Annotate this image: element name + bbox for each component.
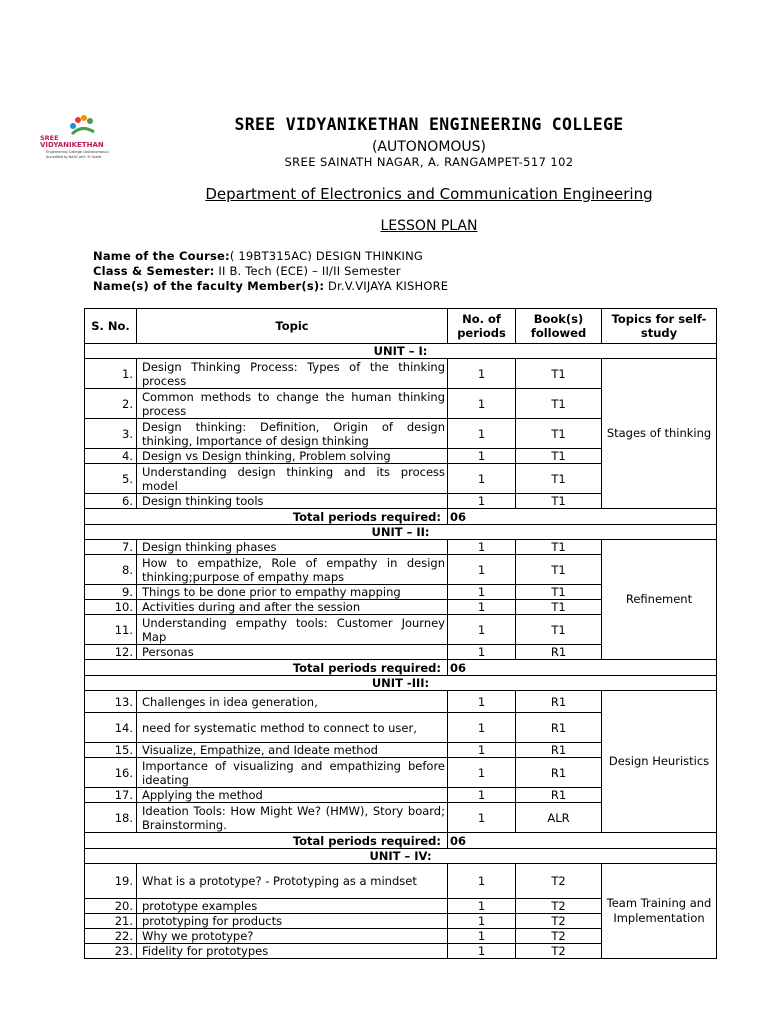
unit-header-row [85, 525, 717, 540]
row-topic: Personas [137, 645, 448, 660]
row-book: T1 [516, 389, 602, 419]
row-book: T1 [516, 540, 602, 555]
faculty-label: Name(s) of the faculty Member(s): [93, 279, 325, 293]
total-row [85, 660, 717, 676]
row-number: 13. [85, 691, 137, 713]
unit-title: UNIT – IV: [85, 849, 717, 864]
row-periods: 1 [448, 758, 516, 788]
row-periods: 1 [448, 803, 516, 833]
total-row [85, 509, 717, 525]
row-topic: Why we prototype? [137, 929, 448, 944]
row-number: 1. [85, 359, 137, 389]
row-periods: 1 [448, 899, 516, 914]
row-topic: Design Thinking Process: Types of the thinking process [137, 359, 448, 389]
row-book: T1 [516, 359, 602, 389]
row-periods: 1 [448, 389, 516, 419]
class-label: Class & Semester: [93, 264, 215, 278]
class-line [93, 264, 401, 278]
row-book: R1 [516, 743, 602, 758]
row-book: R1 [516, 713, 602, 743]
row-number: 11. [85, 615, 137, 645]
row-book: T1 [516, 494, 602, 509]
self-study-topic: Design Heuristics [602, 691, 717, 833]
row-topic: Design vs Design thinking, Problem solving [137, 449, 448, 464]
row-number: 3. [85, 419, 137, 449]
row-number: 8. [85, 555, 137, 585]
course-value: ( 19BT315AC) DESIGN THINKING [229, 249, 423, 263]
row-periods: 1 [448, 494, 516, 509]
row-topic: Activities during and after the session [137, 600, 448, 615]
row-periods: 1 [448, 540, 516, 555]
row-topic: prototyping for products [137, 914, 448, 929]
row-periods: 1 [448, 615, 516, 645]
row-topic: What is a prototype? - Prototyping as a mindset [137, 864, 448, 899]
lesson-plan-table [84, 308, 717, 959]
row-periods: 1 [448, 645, 516, 660]
college-address: SREE SAINATH NAGAR, A. RANGAMPET-517 102 [284, 155, 574, 169]
row-periods: 1 [448, 743, 516, 758]
logo-name-line1: SREE [40, 134, 59, 142]
header-books: Book(s) followed [516, 309, 602, 344]
row-book: ALR [516, 803, 602, 833]
row-book: R1 [516, 788, 602, 803]
total-label: Total periods required: [85, 833, 448, 849]
table-row [85, 691, 717, 713]
course-label: Name of the Course: [93, 249, 230, 263]
row-number: 19. [85, 864, 137, 899]
row-periods: 1 [448, 449, 516, 464]
row-periods: 1 [448, 585, 516, 600]
table-row [85, 359, 717, 389]
row-number: 16. [85, 758, 137, 788]
row-number: 21. [85, 914, 137, 929]
total-row [85, 833, 717, 849]
row-topic: How to empathize, Role of empathy in design thinking;purpose of empathy maps [137, 555, 448, 585]
row-topic: Common methods to change the human thinking process [137, 389, 448, 419]
self-study-topic: Stages of thinking [602, 359, 717, 509]
total-value: 06 [448, 660, 717, 676]
row-topic: Ideation Tools: How Might We? (HMW), Story board; Brainstorming. [137, 803, 448, 833]
row-topic: prototype examples [137, 899, 448, 914]
row-number: 23. [85, 944, 137, 959]
row-periods: 1 [448, 914, 516, 929]
row-number: 7. [85, 540, 137, 555]
row-periods: 1 [448, 691, 516, 713]
row-topic: Design thinking: Definition, Origin of design thinking, Importance of design thinking [137, 419, 448, 449]
total-label: Total periods required: [85, 509, 448, 525]
row-topic: Things to be done prior to empathy mapping [137, 585, 448, 600]
row-topic: Fidelity for prototypes [137, 944, 448, 959]
class-value: II B. Tech (ECE) – II/II Semester [218, 264, 401, 278]
row-book: T1 [516, 449, 602, 464]
table-body [85, 344, 717, 959]
faculty-value: Dr.V.VIJAYA KISHORE [327, 279, 449, 293]
faculty-line [93, 279, 448, 293]
row-book: T2 [516, 864, 602, 899]
total-value: 06 [448, 509, 717, 525]
row-number: 17. [85, 788, 137, 803]
row-topic: Challenges in idea generation, [137, 691, 448, 713]
row-book: R1 [516, 645, 602, 660]
unit-header-row [85, 849, 717, 864]
department-title: Department of Electronics and Communication Engineering [205, 185, 653, 203]
self-study-topic: Refinement [602, 540, 717, 660]
row-topic: Applying the method [137, 788, 448, 803]
row-number: 6. [85, 494, 137, 509]
row-book: T1 [516, 585, 602, 600]
row-periods: 1 [448, 600, 516, 615]
row-number: 22. [85, 929, 137, 944]
row-periods: 1 [448, 864, 516, 899]
row-number: 9. [85, 585, 137, 600]
college-name: SREE VIDYANIKETHAN ENGINEERING COLLEGE [234, 115, 624, 134]
unit-title: UNIT -III: [85, 676, 717, 691]
row-book: T1 [516, 615, 602, 645]
row-number: 14. [85, 713, 137, 743]
row-topic: Importance of visualizing and empathizing before ideating [137, 758, 448, 788]
row-book: R1 [516, 691, 602, 713]
row-book: T1 [516, 464, 602, 494]
table-row [85, 864, 717, 899]
row-periods: 1 [448, 464, 516, 494]
row-topic: Understanding design thinking and its process model [137, 464, 448, 494]
row-number: 4. [85, 449, 137, 464]
row-periods: 1 [448, 555, 516, 585]
total-value: 06 [448, 833, 717, 849]
row-book: T1 [516, 600, 602, 615]
autonomous-label: (AUTONOMOUS) [371, 139, 487, 155]
row-periods: 1 [448, 359, 516, 389]
course-line [93, 249, 423, 263]
row-book: R1 [516, 758, 602, 788]
row-periods: 1 [448, 944, 516, 959]
row-number: 12. [85, 645, 137, 660]
logo-sub: Engineering College (Autonomous) [46, 150, 109, 154]
row-topic: need for systematic method to connect to user, [137, 713, 448, 743]
row-book: T2 [516, 929, 602, 944]
row-book: T2 [516, 944, 602, 959]
row-number: 10. [85, 600, 137, 615]
row-book: T2 [516, 914, 602, 929]
row-book: T2 [516, 899, 602, 914]
row-number: 2. [85, 389, 137, 419]
row-periods: 1 [448, 419, 516, 449]
row-topic: Understanding empathy tools: Customer Journey Map [137, 615, 448, 645]
row-number: 15. [85, 743, 137, 758]
header-periods: No. of periods [448, 309, 516, 344]
unit-header-row [85, 676, 717, 691]
self-study-topic: Team Training and Implementation [602, 864, 717, 959]
row-book: T1 [516, 419, 602, 449]
unit-title: UNIT – I: [85, 344, 717, 359]
row-periods: 1 [448, 713, 516, 743]
row-number: 5. [85, 464, 137, 494]
row-topic: Visualize, Empathize, and Ideate method [137, 743, 448, 758]
logo-tag: Accredited by NAAC with 'A' Grade [46, 155, 102, 159]
row-periods: 1 [448, 929, 516, 944]
header-sno: S. No. [85, 309, 137, 344]
table-row [85, 540, 717, 555]
row-topic: Design thinking phases [137, 540, 448, 555]
row-book: T1 [516, 555, 602, 585]
document-title: LESSON PLAN [380, 218, 478, 234]
row-periods: 1 [448, 788, 516, 803]
row-number: 20. [85, 899, 137, 914]
unit-title: UNIT – II: [85, 525, 717, 540]
row-number: 18. [85, 803, 137, 833]
header-topic: Topic [137, 309, 448, 344]
header-self-study: Topics for self-study [602, 309, 717, 344]
unit-header-row [85, 344, 717, 359]
row-topic: Design thinking tools [137, 494, 448, 509]
total-label: Total periods required: [85, 660, 448, 676]
logo-name-line2: VIDYANIKETHAN [40, 141, 104, 149]
